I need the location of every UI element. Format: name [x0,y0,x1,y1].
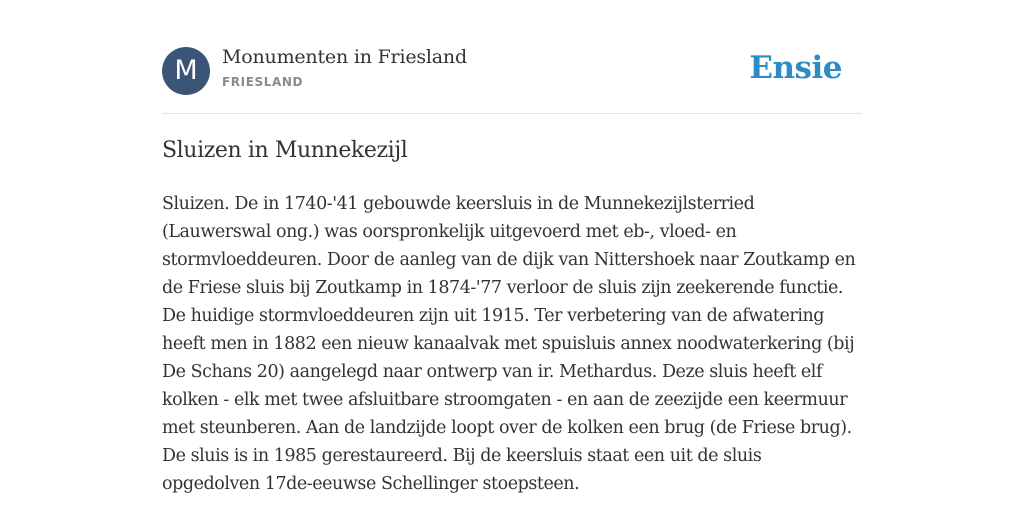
article-body-line: opgedolven 17de-eeuwse Schellinger stoepsteen. [162,474,580,494]
article-body-line: De sluis is in 1985 gerestaureerd. Bij de keersluis staat een uit de sluis [162,446,762,466]
article-body-line: De huidige stormvloeddeuren zijn uit 1915. Ter verbetering van de afwatering [162,306,825,326]
article-body [162,190,862,498]
article-body-line: heeft men in 1882 een nieuw kanaalvak met spuisluis annex noodwaterkering (bij [162,334,855,354]
article-body-line: kolken - elk met twee afsluitbare stroomgaten - en aan de zeezijde een keermuur [162,390,848,410]
source-subtitle[interactable]: FRIESLAND [222,75,304,89]
source-avatar[interactable]: M [162,47,210,95]
brand-logo[interactable]: Ensie [749,50,842,86]
article-body-line: de Friese sluis bij Zoutkamp in 1874-'77 verloor de sluis zijn zeekerende functie. [162,278,844,298]
source-title[interactable]: Monumenten in Friesland [222,46,467,68]
entry-card [162,0,862,512]
article-title: Sluizen in Munnekezijl [162,138,408,163]
article-body-line: De Schans 20) aangelegd naar ontwerp van ir. Methardus. Deze sluis heeft elf [162,362,822,382]
article-body-line: met steunberen. Aan de landzijde loopt over de kolken een brug (de Friese brug). [162,418,852,438]
entry-header [162,46,862,96]
header-divider [162,113,862,114]
article-body-line: stormvloeddeuren. Door de aanleg van de dijk van Nittershoek naar Zoutkamp en [162,250,856,270]
article-body-line: Sluizen. De in 1740-'41 gebouwde keersluis in de Munnekezijlsterried [162,194,755,214]
article-body-line: (Lauwerswal ong.) was oorspronkelijk uitgevoerd met eb-, vloed- en [162,222,737,242]
